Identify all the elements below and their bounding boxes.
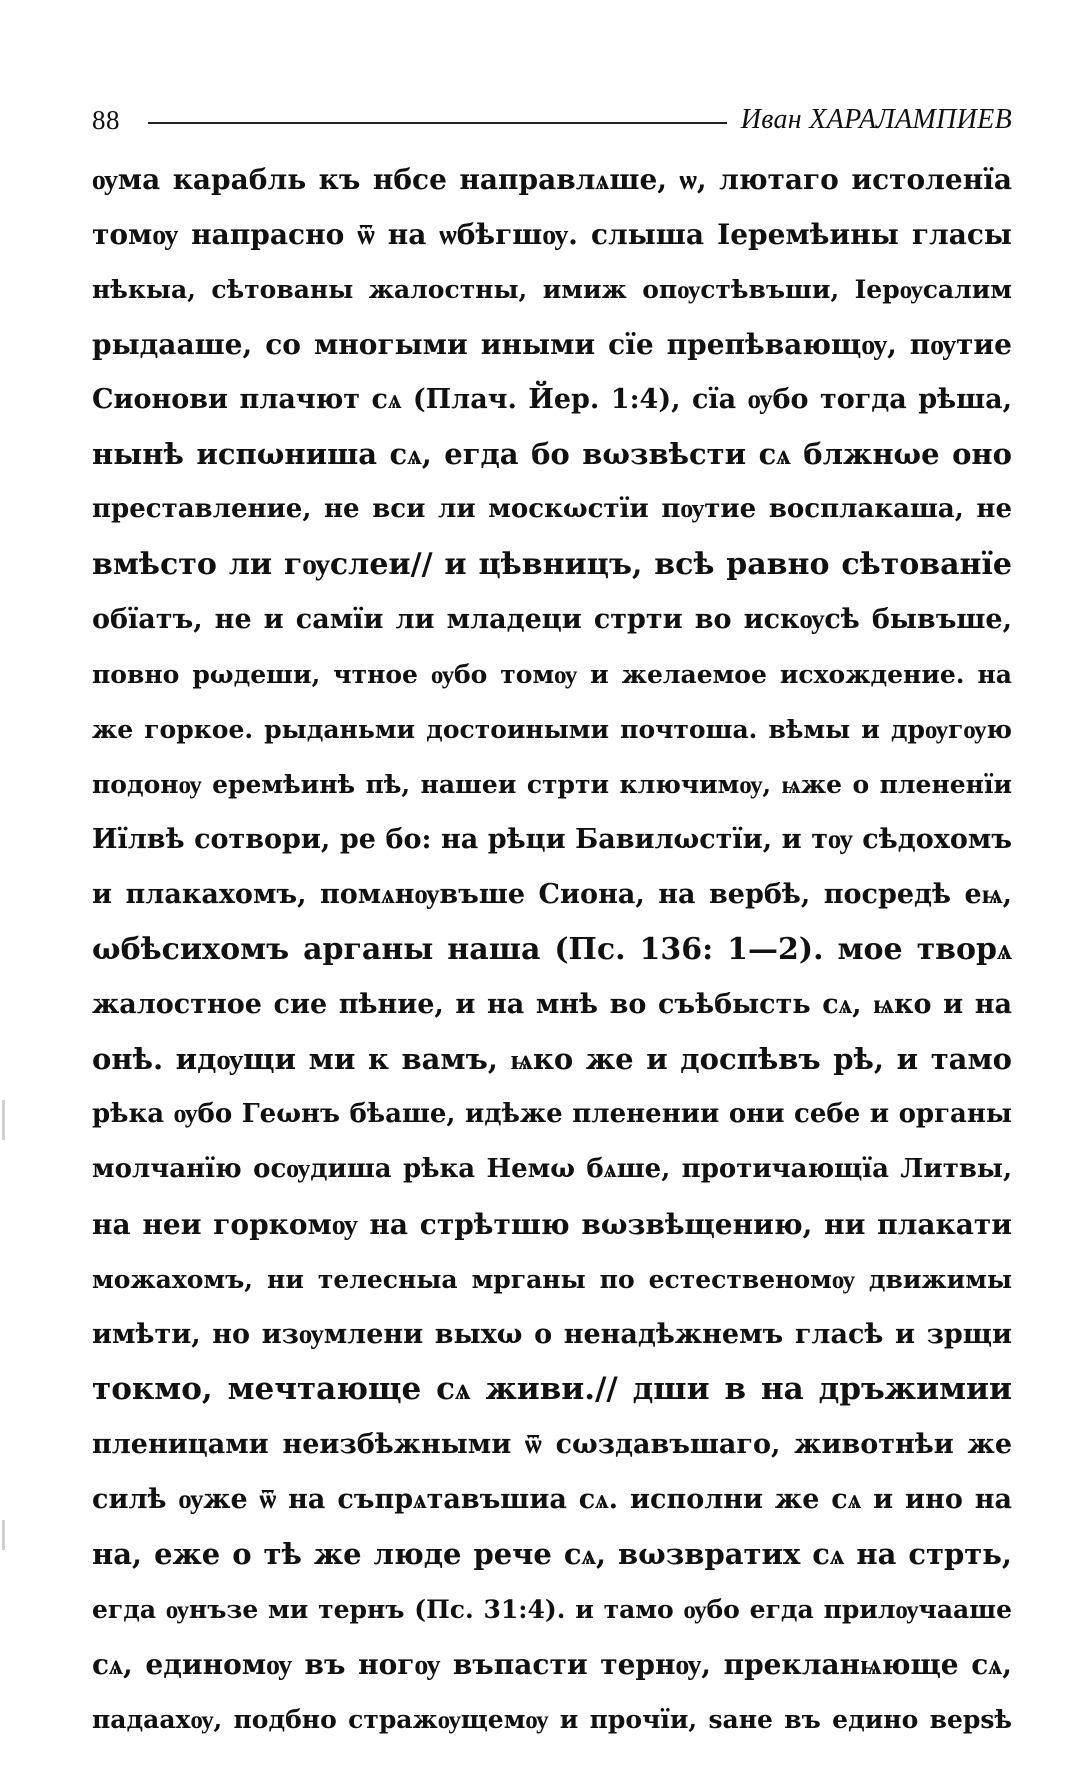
- text-line: на неи горкомѹ на стрѣтшю вωзвѣщению, ни плакати: [92, 1208, 1012, 1241]
- text-line: онѣ. идѹщи ми к вамъ, ѩко же и доспѣвъ рѣ, и тамо: [92, 1042, 1012, 1076]
- running-title: Иван ХАРАЛАМПИЕВ: [740, 104, 1012, 135]
- text-line: повно рωдеши, чтное ѹбо томѹ и желаемое исхождение. на: [92, 660, 1012, 689]
- text-line: можахомъ, ни телесныа мрганы по естественомѹ движимы: [92, 1265, 1012, 1294]
- text-line: имѣти, но изѹмлени выхω о ненадѣжнемъ гласѣ и зрщи: [92, 1319, 1012, 1350]
- text-line: Сионови плачют сѧ (Плач. Йер. 1:4), сїа ѹбо тогда рѣша,: [92, 384, 1012, 415]
- text-line: сѧ, единомѹ въ ногѹ въпасти тернѹ, прекланѩюще сѧ,: [92, 1648, 1012, 1681]
- body-text: [92, 152, 1012, 1747]
- text-line: на, еже о тѣ же люде рече сѧ, вωзвратих сѧ на стрть,: [92, 1537, 1012, 1571]
- text-line: рѣка ѹбо Геωнъ бѣаше, идѣже пленении они себе и органы: [92, 1099, 1012, 1129]
- header-rule: [148, 122, 727, 124]
- scan-edge-mark: [2, 1520, 5, 1550]
- text-line: преставление, не вси ли москωстїи пѹтие восплакаша, не: [92, 494, 1012, 524]
- text-line: нѣкыа, сѣтованы жалостны, имиж опѹстѣвъши, Іерѹсалим: [92, 275, 1012, 304]
- text-line: пленицами неизбѣжными ѿ сωздавъшаго, животнѣи же: [92, 1429, 1012, 1460]
- text-line: вмѣсто ли гѹслеи// и цѣвницъ, всѣ равно сѣтованїе: [92, 547, 1012, 582]
- text-line: же горкое. рыданьми достоиными почтоша. вѣмы и дрѹгѹю: [92, 715, 1012, 744]
- text-line: обїатъ, не и самїи ли младеци стрти во искѹсѣ бывъше,: [92, 604, 1012, 635]
- text-line: ωбѣсихомъ арганы наша (Пс. 136: 1—2). мое творѧ: [92, 932, 1012, 967]
- text-line: егда ѹнъзе ми тернъ (Пс. 31:4). и тамо ѹбо егда прилѹчааше: [92, 1595, 1012, 1624]
- text-line: рыдааше, со многыми иными сїе препѣвающѹ, пѹтие: [92, 328, 1012, 361]
- scan-edge-mark: [2, 1100, 5, 1140]
- text-line: молчанїю осѹдиша рѣка Немω бѧше, протичающїа Литвы,: [92, 1154, 1012, 1184]
- text-line: ѹма карабль къ нбсе направлѧше, ѡ, лютаго истоленїа: [92, 163, 1012, 196]
- text-line: томѹ напрасно ѿ на ѡбѣгшѹ. слыша Іеремѣины гласы: [92, 218, 1012, 251]
- page-number: 88: [92, 104, 120, 135]
- text-line: нынѣ испωниша сѧ, егда бо вωзвѣсти сѧ блжнωе оно: [92, 437, 1012, 471]
- text-line: падаахѹ, подбно стражѹщемѹ и прочїи, ѕане въ едино верѕѣ: [92, 1705, 1012, 1734]
- text-line: токмо, мечтающе сѧ живи.// дши в на дръжимии: [92, 1371, 1012, 1407]
- text-line: и плакахомъ, помѧнѹвъше Сиона, на вербѣ, посредѣ еѩ,: [92, 879, 1012, 910]
- text-line: подонѹ еремѣинѣ пѣ, нашеи стрти ключимѹ, ѩже о плененїи: [92, 770, 1012, 799]
- running-header: [92, 100, 1012, 140]
- text-line: силѣ ѹже ѿ на съпрѧтавъшиа сѧ. исполни же сѧ и ино на: [92, 1484, 1012, 1515]
- text-line: жалостное сие пѣние, и на мнѣ во съѣбысть сѧ, ѩко и на: [92, 989, 1012, 1020]
- text-line: Иїлвѣ сотвори, ре бо: на рѣци Бавилωстїи, и тѹ сѣдохомъ: [92, 824, 1012, 855]
